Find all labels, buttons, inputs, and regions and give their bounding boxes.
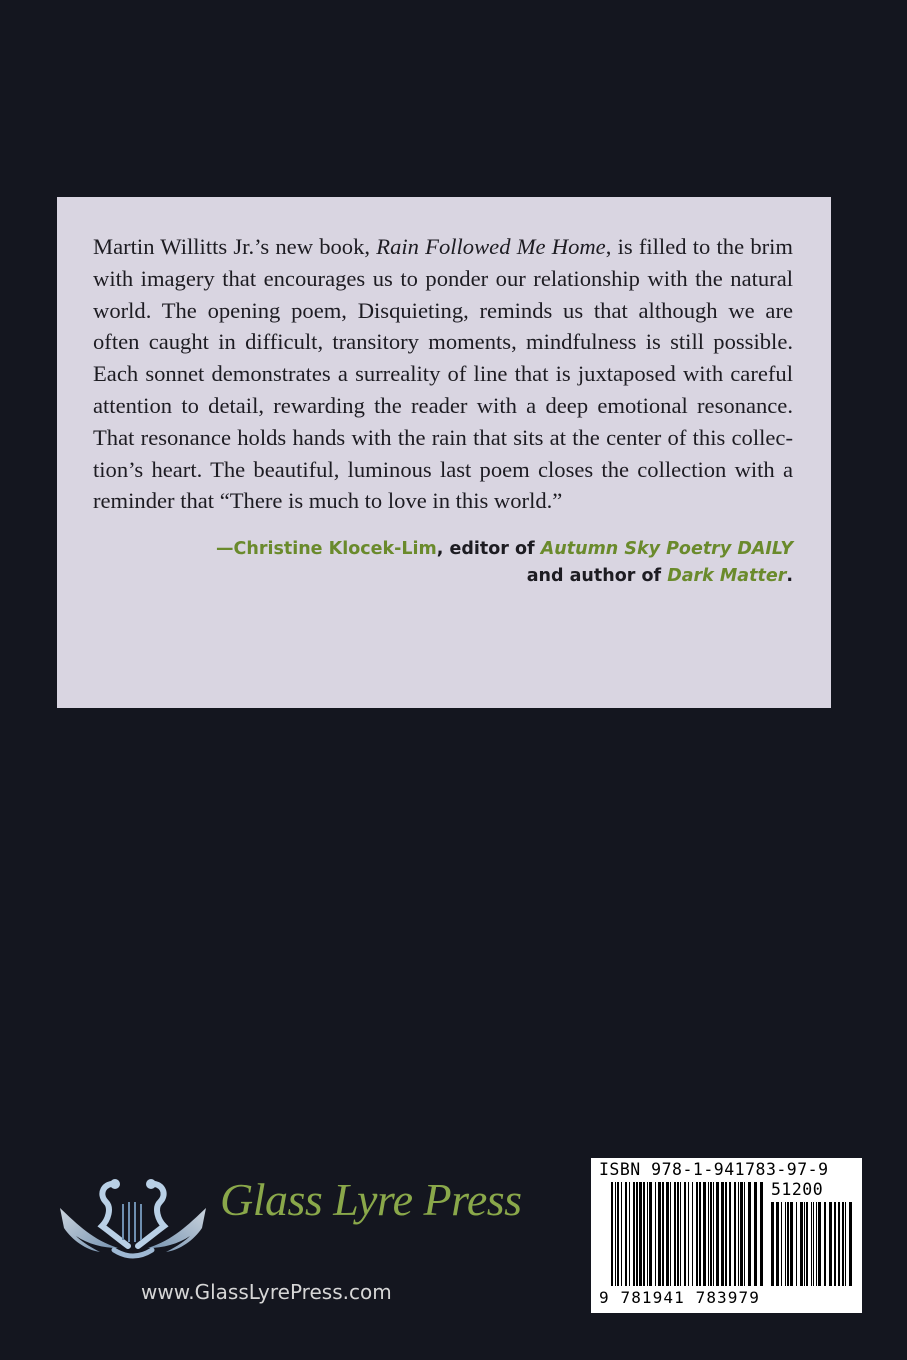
blurb-intro: Martin Willitts Jr.’s new book, (93, 234, 377, 259)
blurb-panel (57, 197, 831, 708)
barcode-bar (781, 1202, 782, 1286)
barcode-bar (670, 1182, 671, 1286)
barcode-bar (811, 1202, 812, 1286)
barcode-bar (771, 1202, 774, 1286)
attribution-other-book: Dark Matter (667, 566, 787, 587)
isbn-barcode (591, 1158, 862, 1313)
barcode-bar (684, 1182, 686, 1286)
barcode-bar (829, 1202, 832, 1286)
barcode-bar (708, 1182, 709, 1286)
barcode-bar (796, 1202, 797, 1286)
barcode-bar (716, 1182, 719, 1286)
barcode-bar (849, 1202, 852, 1286)
attribution-author: Christine Klocek-Lim (233, 539, 437, 560)
attribution-line-1 (93, 536, 793, 563)
barcode-bar (699, 1182, 701, 1286)
book-title: Rain Followed Me Home (376, 234, 606, 259)
barcode-bar (680, 1182, 681, 1286)
barcode-bar (734, 1182, 736, 1286)
blurb-body: , is filled to the brim with imagery that encourages us to ponder our relationship with the natural world. The opening poem, Disquieting, reminds us that although we are often caught in difficult, transitory moments, mindfulness is still possible. Each sonnet demonstrates a surreality of line that is juxtaposed with careful attention to detail, rewarding the reader with a deep emotional resonance. That resonance holds hands with the rain that sits at the center of this collection’s heart. The beautiful, luminous last poem closes the collection with a reminder that “There is much to love in this world.” (93, 234, 793, 514)
barcode-bar (729, 1182, 731, 1286)
barcode-bar (806, 1202, 808, 1286)
barcode-bar (818, 1202, 821, 1286)
attribution-and-author: and author of (526, 566, 668, 587)
barcode-bar (790, 1202, 793, 1286)
attribution-publication: Autumn Sky Poetry DAILY (540, 539, 793, 560)
attribution (93, 536, 793, 590)
barcode-bar (713, 1182, 714, 1286)
barcode-bar (744, 1182, 745, 1286)
barcode-bar (738, 1182, 739, 1286)
barcode-bar (725, 1182, 727, 1286)
barcode-bar (696, 1182, 698, 1286)
barcode-bar (703, 1182, 706, 1286)
barcode-bar (655, 1182, 656, 1286)
barcode-bar (816, 1202, 817, 1286)
barcode-bar (617, 1182, 619, 1286)
barcode-bar (647, 1182, 648, 1286)
barcode-bar (643, 1182, 645, 1286)
barcode-bar (754, 1182, 757, 1286)
price-code: 51200 (771, 1180, 824, 1199)
publisher-url[interactable]: www.GlassLyrePress.com (141, 1280, 392, 1304)
barcode-bar (662, 1182, 664, 1286)
barcode-bar (666, 1182, 669, 1286)
barcode-bar (688, 1182, 689, 1286)
barcode-bar (721, 1182, 724, 1286)
barcode-bar (800, 1202, 803, 1286)
barcode-bar (824, 1202, 826, 1286)
barcode-bar (692, 1182, 693, 1286)
barcode-bar (834, 1202, 836, 1286)
barcode-bar (740, 1182, 743, 1286)
barcode-bar (838, 1202, 840, 1286)
barcode-bar (785, 1202, 786, 1286)
ean-digits: 9 781941 783979 (599, 1288, 760, 1307)
barcode-bar (639, 1182, 642, 1286)
barcode-bar (787, 1202, 789, 1286)
barcode-bar (636, 1182, 638, 1286)
barcode-bar (813, 1202, 814, 1286)
blurb-text (93, 231, 793, 517)
barcode-bar (776, 1202, 779, 1286)
attribution-line-2 (93, 563, 793, 590)
barcode-bar (658, 1182, 661, 1286)
barcode-bar (842, 1202, 844, 1286)
barcode-bar (611, 1182, 613, 1286)
barcode-bar (845, 1202, 846, 1286)
barcode-bar (615, 1182, 616, 1286)
barcode-bar (649, 1182, 652, 1286)
barcode-bar (674, 1182, 676, 1286)
attribution-dash: — (216, 539, 234, 560)
publisher-name: Glass Lyre Press (220, 1174, 522, 1225)
barcode-bar (677, 1182, 679, 1286)
barcode-bar (625, 1182, 627, 1286)
isbn-label: ISBN 978-1-941783-97-9 (599, 1160, 829, 1179)
barcode-bar (710, 1182, 712, 1286)
barcode-bar (760, 1182, 763, 1286)
swan-lyre-logo-icon (58, 1170, 208, 1270)
attribution-role: , editor of (436, 539, 541, 560)
attribution-period: . (786, 566, 793, 587)
barcode-bar (621, 1182, 622, 1286)
barcode-bar (748, 1182, 751, 1286)
barcode-bar (804, 1202, 805, 1286)
barcode-bar (633, 1182, 635, 1286)
barcode-bar (629, 1182, 630, 1286)
